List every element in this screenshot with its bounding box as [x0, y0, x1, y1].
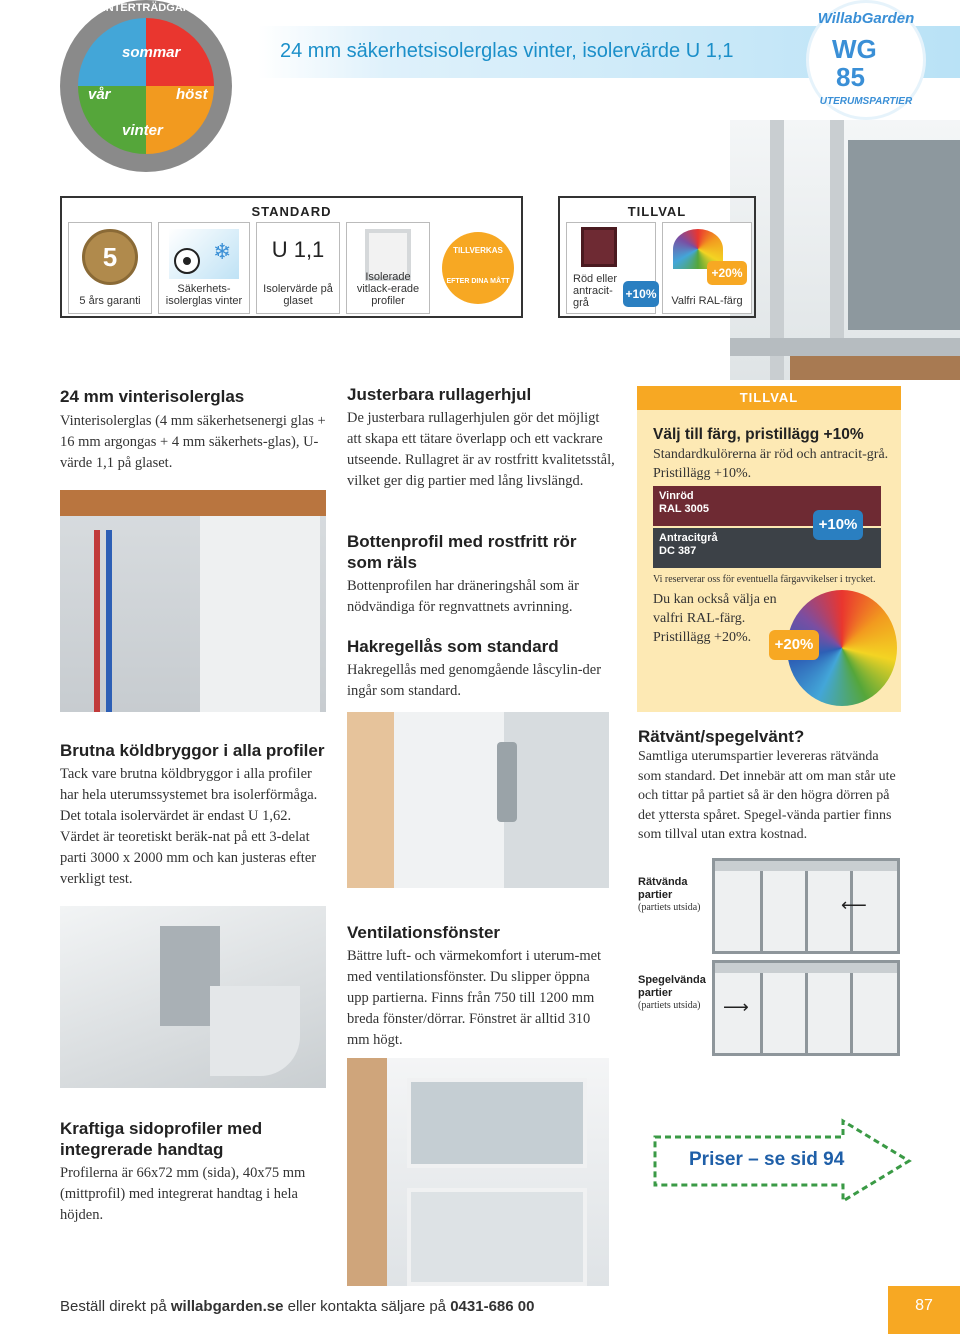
- swatch-vinrod-code: RAL 3005: [659, 503, 709, 515]
- tillval-box-body: Standardkulörerna är röd och antracit-grå. Pristillägg +10%.: [653, 447, 889, 481]
- badge-plus-20: +20%: [769, 630, 819, 660]
- ratvant-title: Rätvänt/spegelvänt?: [638, 727, 805, 746]
- stamp-bottom-text: EFTER DINA MÅTT: [446, 278, 510, 285]
- section-vinterglas: [60, 386, 330, 474]
- spegelvanda-label-block: [638, 974, 710, 1011]
- priser-label: Priser – se sid 94: [689, 1149, 845, 1170]
- lock-photo: [347, 712, 609, 888]
- tillval-strip: [558, 196, 756, 318]
- season-summer: sommar: [122, 44, 181, 61]
- section-koldbryggor: [60, 740, 328, 890]
- footer-phone[interactable]: 0431-686 00: [450, 1298, 535, 1315]
- ratvanda-note: (partiets utsida): [638, 902, 701, 913]
- arrow-left-icon: ⟵: [841, 895, 867, 915]
- option-color-badge: +10%: [623, 281, 659, 307]
- ventilation-window-photo: [347, 1058, 609, 1286]
- section-bottenprofil: [347, 531, 615, 618]
- option-color-label: Röd eller antracit-grå: [573, 273, 618, 309]
- feature-u-value-label: Isolervärde på glaset: [263, 283, 333, 307]
- willab-logo: [796, 0, 946, 126]
- logo-number: 85: [836, 62, 865, 92]
- ratvanda-label: Rätvända partier: [638, 876, 688, 901]
- feature-warranty-label: 5 års garanti: [79, 295, 141, 307]
- u-value-number: U 1,1: [271, 237, 325, 262]
- tillval-box-title: Välj till färg, pristillägg +10%: [653, 426, 864, 443]
- rullagerhjul-body: De justerbara rullagerhjulen gör det möjligt att skapa ett tätare överlapp och ett vackrare utseende. Rullagret är av rostfritt kvalitetsstål, vilket ger dig partier med lång livslängd.: [347, 410, 615, 489]
- window-profile-photo: [730, 120, 960, 380]
- roller-photo: [60, 490, 326, 712]
- koldbryggor-title: Brutna köldbryggor i alla profiler: [60, 741, 325, 760]
- badge-plus-10: +10%: [813, 510, 863, 540]
- sidoprofiler-body: Profilerna är 66x72 mm (sida), 40x75 mm (mittprofil) med integrerat handtag i hela höjden.: [60, 1165, 306, 1223]
- option-color: [566, 222, 656, 314]
- vinterglas-title: 24 mm vinterisolerglas: [60, 387, 245, 406]
- color-disclaimer: Vi reserverar oss för eventuella färgavvikelser i trycket.: [653, 574, 876, 585]
- ventilation-body: Bättre luft- och värmekomfort i uterum-met med ventilationsfönster. Du slipper öppna upp partierna. Finns från 750 till 1200 mm breda fönster/dörrar. Fönstret är alltid 310 mm högt.: [347, 948, 602, 1048]
- priser-link[interactable]: [653, 1117, 913, 1205]
- tillval-box: [637, 386, 901, 712]
- section-ratvant: [638, 726, 900, 845]
- custom-measure-stamp-icon: [442, 232, 514, 304]
- section-hakregellas: [347, 636, 615, 702]
- ventilation-title: Ventilationsfönster: [347, 923, 501, 942]
- logo-wg: WG: [832, 34, 877, 64]
- section-sidoprofiler: [60, 1118, 330, 1226]
- feature-profiles-label: Isolerade vitlack-erade profiler: [356, 271, 420, 307]
- sidoprofiler-title: Kraftiga sidoprofiler med integrerade handtag: [60, 1119, 263, 1159]
- option-ral: [662, 222, 752, 314]
- tillval-strip-heading: TILLVAL: [627, 204, 687, 219]
- tillval-box-heading: TILLVAL: [637, 386, 901, 410]
- ratvant-body: Samtliga uterumspartier levereras rätvända som standard. Det innebär att om man står ute och tittar på partiet så är den högra dörren på det yttersta spåret. Spegel-vända partier finns som tillval utan extra kostnad.: [638, 749, 896, 842]
- footer-site-link[interactable]: willabgarden.se: [170, 1298, 284, 1315]
- warranty-badge-icon: 5: [82, 229, 138, 285]
- swatch-antracit-name: Antracitgrå: [659, 532, 718, 544]
- koldbryggor-body: Tack vare brutna köldbryggor i alla profiler har hela uterumssystemet bra isolerförmåga. Det totala isolervärdet är endast U 1,62. Värdet är teoretiskt beräk-nat på ett 3-delat parti 3000 x 2000 mm och kan justeras efter verkligt test.: [60, 766, 318, 887]
- ratvanda-label-block: [638, 876, 710, 913]
- logo-brand: WillabGarden: [817, 10, 915, 27]
- footer-middle: eller kontakta säljare på: [283, 1298, 451, 1315]
- feature-warranty: [68, 222, 152, 314]
- logo-tagline: UTERUMSPARTIER: [819, 96, 913, 107]
- rullagerhjul-title: Justerbara rullagerhjul: [347, 385, 532, 404]
- stamp-top-text: TILLVERKAS: [453, 246, 503, 255]
- feature-custom-made: [436, 222, 520, 314]
- page-number: 87: [888, 1286, 960, 1334]
- svg-text:❄: ❄: [213, 240, 232, 265]
- swatch-vinrod-name: Vinröd: [659, 490, 694, 502]
- season-autumn: höst: [176, 86, 208, 103]
- spegelvanda-note: (partiets utsida): [638, 1000, 701, 1011]
- standard-strip: [60, 196, 523, 318]
- page-title: 24 mm säkerhetsisolerglas vinter, isolervärde U 1,1: [280, 40, 734, 62]
- section-rullagerhjul: [347, 384, 615, 492]
- feature-glass: [158, 222, 250, 314]
- swatch-antracit-code: DC 387: [659, 545, 697, 557]
- safety-glass-icon: [169, 229, 239, 279]
- feature-profiles: [346, 222, 430, 314]
- red-profile-icon: [581, 227, 617, 267]
- arrow-right-icon: ⟶: [723, 997, 749, 1017]
- vinterglas-body: Vinterisolerglas (4 mm säkerhetsenergi glas + 16 mm argongas + 4 mm säkerhets-glas), U-värde 1,1 på glaset.: [60, 413, 326, 471]
- ratvanda-diagram: [712, 858, 900, 954]
- spegelvanda-label: Spegelvända partier: [638, 974, 706, 999]
- profile-cross-section-photo: [60, 906, 326, 1088]
- feature-u-value: [256, 222, 340, 314]
- standard-heading: STANDARD: [251, 204, 332, 219]
- footer-prefix: Beställ direkt på: [60, 1298, 171, 1315]
- bottenprofil-title: Bottenprofil med rostfritt rör som räls: [347, 532, 577, 572]
- footer-text: [60, 1298, 534, 1315]
- option-ral-label: Valfri RAL-färg: [671, 295, 743, 307]
- footer: [0, 1286, 960, 1334]
- season-badge-title: VINTERTRÄDGÅRD: [95, 2, 199, 14]
- season-badge: [60, 0, 232, 172]
- hakregellas-title: Hakregellås som standard: [347, 637, 559, 656]
- season-winter: vinter: [122, 122, 163, 139]
- season-spring: vår: [88, 86, 111, 103]
- hakregellas-body: Hakregellås med genomgående låscylin-der ingår som standard.: [347, 662, 602, 699]
- option-ral-badge: +20%: [707, 261, 747, 285]
- section-ventilation: [347, 922, 609, 1051]
- tillval-box-text: [653, 424, 889, 483]
- bottenprofil-body: Bottenprofilen har dräneringshål som är nödvändiga för regnvattnets avrinning.: [347, 578, 579, 615]
- ral-text: Du kan också välja en valfri RAL-färg. Pristillägg +20%.: [653, 592, 777, 645]
- feature-glass-label: Säkerhets-isolerglas vinter: [165, 283, 243, 307]
- spegelvanda-diagram: [712, 960, 900, 1056]
